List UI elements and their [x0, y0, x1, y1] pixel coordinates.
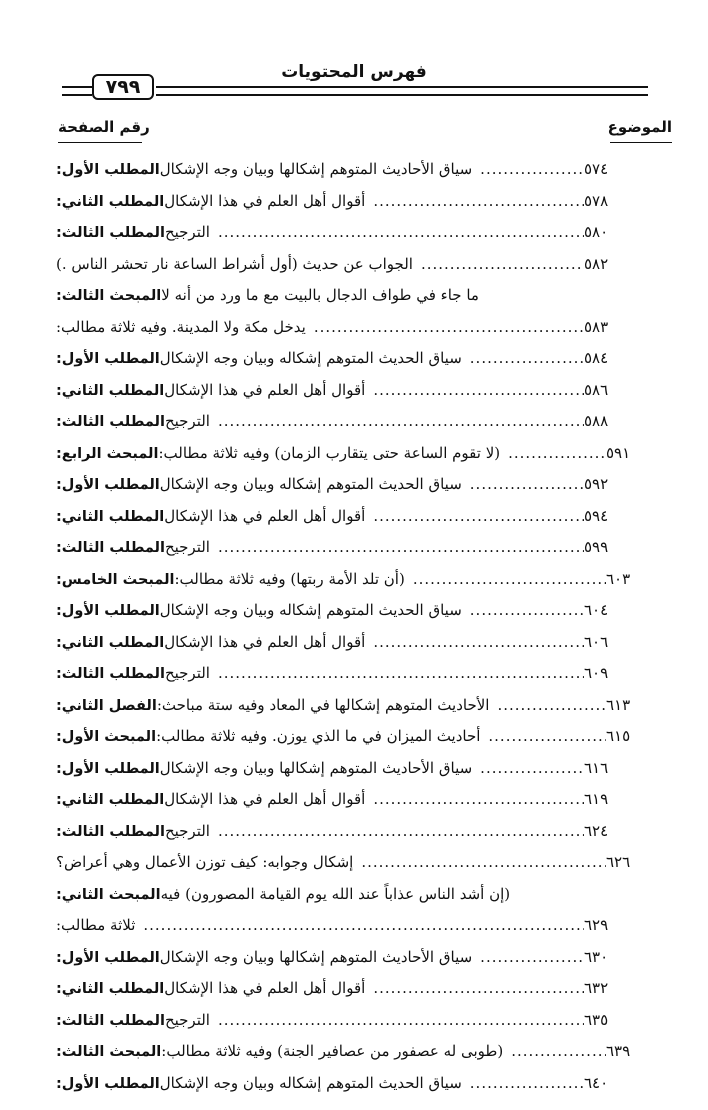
header-rule-right: [156, 86, 648, 96]
toc-entry-title: سياق الأحاديث المتوهم إشكالها وبيان وجه الإشكال: [159, 947, 473, 966]
dot-leader: [466, 1068, 584, 1100]
toc-entry-title: أقوال أهل العلم في هذا الإشكال: [164, 380, 366, 399]
toc-entry-label: المطلب الثالث:: [56, 666, 165, 682]
toc-entry: [56, 847, 652, 879]
page-title: فهرس المحتويات: [281, 62, 427, 82]
dot-leader: [369, 784, 584, 816]
dot-leader: [139, 910, 584, 942]
toc-entry-label: المطلب الأول:: [56, 949, 160, 966]
toc-entry: [56, 627, 652, 659]
header-rule-left: [62, 86, 92, 96]
dot-leader: [476, 753, 584, 785]
toc-entry-title: أحاديث الميزان في ما الذي يوزن. وفيه ثلاثة مطالب:: [156, 727, 481, 745]
toc-entry-title: الجواب عن حديث (أول أشراط الساعة نار تحشر الناس .): [56, 254, 413, 273]
toc-entry: [56, 280, 652, 312]
dot-leader: [504, 438, 606, 470]
toc-entry: [56, 721, 652, 753]
dot-leader: [369, 375, 584, 407]
toc-entry-page-number: ٦١٩: [584, 790, 609, 808]
toc-entry-title: أقوال أهل العلم في هذا الإشكال: [164, 191, 366, 210]
toc-entry: [56, 186, 652, 218]
toc-entry-label: المطلب الثالث:: [56, 823, 165, 840]
dot-leader: [310, 312, 584, 344]
toc-entry: [56, 753, 652, 785]
dot-leader: [476, 942, 584, 974]
topic-column-header: الموضوع: [607, 118, 672, 136]
toc-entry-label: المطلب الثالث:: [56, 540, 165, 556]
toc-entry: [56, 973, 652, 1005]
toc-entry-title: (طوبى له عصفور من عصافير الجنة) وفيه ثلاثة مطالب:: [161, 1042, 504, 1060]
toc-entry-label: المطلب الثاني:: [56, 981, 165, 997]
toc-entry-label: المطلب الأول:: [56, 477, 160, 493]
dot-leader: [214, 658, 584, 690]
toc-entry: [56, 690, 652, 722]
toc-entry-page-number: ٦١٦: [584, 758, 609, 777]
dot-leader: [369, 973, 584, 1005]
toc-entry-page-number: ٦٠٩: [584, 664, 609, 682]
toc-entry-label: الفصل الثاني:: [56, 697, 157, 714]
toc-entry-page-number: ٦٤٠: [584, 1073, 609, 1092]
toc-entry-title: سياق الحديث المتوهم إشكاله وبيان وجه الإشكال: [159, 475, 462, 493]
dot-leader: [507, 1036, 606, 1068]
toc-entry: [56, 406, 652, 438]
dot-leader: [357, 847, 606, 879]
toc-entry-title: أقوال أهل العلم في هذا الإشكال: [164, 979, 366, 997]
toc-entry-title: إشكال وجوابه: كيف توزن الأعمال وهي أعراض؟: [56, 853, 354, 871]
toc-entry-page-number: ٦٢٩: [584, 916, 609, 934]
toc-entry-label: المطلب الثاني:: [56, 508, 165, 525]
toc-entry-title: (أن تلد الأمة ربتها) وفيه ثلاثة مطالب:: [174, 569, 405, 588]
toc-entry-page-number: ٦٣٢: [584, 979, 609, 997]
toc-entry-page-number: ٦٠٣: [606, 569, 631, 588]
toc-entry-label: المطلب الثاني:: [56, 792, 165, 808]
toc-entry: [56, 438, 652, 470]
toc-entry: [56, 658, 652, 690]
toc-entry-page-number: ٥٨٨: [584, 412, 609, 430]
toc-entry-label: المبحث الخامس:: [56, 571, 175, 588]
toc-entry-page-number: ٦٣٠: [584, 947, 609, 966]
toc-entry-label: المطلب الثاني:: [56, 193, 165, 210]
toc-entry: [56, 217, 652, 249]
toc-entry: [56, 375, 652, 407]
dot-leader: [409, 564, 606, 596]
toc-entry-page-number: ٥٩٢: [584, 475, 609, 493]
toc-entry-title: (إن أشد الناس عذاباً عند الله يوم القيامة المصورون) فيه: [160, 884, 511, 903]
page-column-underline: [58, 142, 142, 143]
dot-leader: [369, 627, 584, 659]
toc-entry-page-number: ٥٧٨: [584, 191, 609, 210]
dot-leader: [214, 406, 584, 438]
toc-entry-page-number: ٥٨٠: [584, 223, 609, 241]
toc-entry: [56, 312, 652, 344]
toc-entry: [56, 1005, 652, 1037]
dot-leader: [484, 721, 606, 753]
toc-entry: [56, 1068, 652, 1100]
toc-entry-label: المطلب الثالث:: [56, 1012, 165, 1029]
toc-entry-title: أقوال أهل العلم في هذا الإشكال: [164, 790, 366, 808]
toc-entry: [56, 564, 652, 596]
toc-entry-page-number: ٦٢٦: [606, 853, 631, 871]
toc-entry-title: سياق الحديث المتوهم إشكاله وبيان وجه الإشكال: [159, 1073, 462, 1092]
toc-entry: [56, 469, 652, 501]
toc-entry-page-number: ٥٨٤: [584, 349, 609, 367]
toc-entry-label: المطلب الثالث:: [56, 414, 165, 430]
toc-entry-title: ما جاء في طواف الدجال بالبيت مع ما ورد من أنه لا: [161, 286, 479, 304]
toc-entry-label: المطلب الثالث:: [56, 225, 165, 241]
dot-leader: [214, 532, 584, 564]
table-of-contents: [56, 154, 652, 1099]
toc-entry-page-number: ٦٣٥: [584, 1010, 609, 1029]
toc-entry-title: أقوال أهل العلم في هذا الإشكال: [164, 506, 366, 525]
toc-entry-label: المطلب الأول:: [56, 351, 160, 367]
toc-entry-page-number: ٥٨٦: [584, 380, 609, 399]
toc-entry-label: المطلب الأول:: [56, 162, 160, 178]
dot-leader: [493, 690, 606, 722]
toc-entry-title: سياق الحديث المتوهم إشكاله وبيان وجه الإشكال: [159, 601, 462, 619]
toc-entry-label: المبحث الرابع:: [56, 445, 159, 462]
toc-entry-title: الترجيح: [164, 821, 210, 840]
toc-entry-page-number: ٥٩٤: [584, 506, 609, 525]
toc-entry-title: سياق الحديث المتوهم إشكاله وبيان وجه الإشكال: [159, 349, 462, 367]
toc-entry: [56, 532, 652, 564]
page-number: ٧٩٩: [92, 74, 154, 100]
toc-entry: [56, 249, 652, 281]
page-column-header: رقم الصفحة: [58, 118, 150, 136]
dot-leader: [369, 501, 584, 533]
toc-entry-title: يدخل مكة ولا المدينة. وفيه ثلاثة مطالب:: [56, 317, 306, 336]
dot-leader: [369, 186, 584, 218]
toc-entry-page-number: ٥٩٩: [584, 538, 609, 556]
toc-entry: [56, 879, 652, 911]
toc-entry-label: المبحث الأول:: [56, 729, 157, 745]
toc-entry-title: ثلاثة مطالب:: [56, 916, 136, 934]
toc-entry-page-number: ٥٨٢: [584, 254, 609, 273]
toc-entry-label: المطلب الثاني:: [56, 382, 165, 399]
toc-entry-page-number: ٦٠٦: [584, 632, 609, 651]
toc-entry-page-number: ٦١٥: [606, 727, 631, 745]
toc-entry: [56, 942, 652, 974]
dot-leader: [214, 217, 584, 249]
toc-entry-title: الترجيح: [164, 538, 210, 556]
toc-entry: [56, 501, 652, 533]
toc-entry: [56, 595, 652, 627]
toc-entry-page-number: ٦٢٤: [584, 821, 609, 840]
toc-entry: [56, 154, 652, 186]
toc-entry: [56, 816, 652, 848]
toc-entry-label: المطلب الثاني:: [56, 634, 165, 651]
toc-entry-label: المبحث الثالث:: [56, 288, 162, 304]
toc-entry-title: الترجيح: [164, 412, 210, 430]
toc-entry-page-number: ٦٠٤: [584, 601, 609, 619]
toc-entry: [56, 1036, 652, 1068]
toc-entry-label: المبحث الثاني:: [56, 886, 161, 903]
toc-entry-title: الترجيح: [164, 223, 210, 241]
toc-entry-label: المبحث الثالث:: [56, 1044, 162, 1060]
toc-entry-page-number: ٦٣٩: [606, 1042, 631, 1060]
dot-leader: [466, 469, 584, 501]
toc-entry-page-number: ٦١٣: [606, 695, 631, 714]
toc-entry: [56, 343, 652, 375]
toc-entry-title: سياق الأحاديث المتوهم إشكالها وبيان وجه الإشكال: [159, 758, 473, 777]
dot-leader: [476, 154, 584, 186]
toc-entry: [56, 784, 652, 816]
topic-column-underline: [610, 142, 672, 143]
toc-entry-page-number: ٥٧٤: [584, 160, 609, 178]
toc-entry-page-number: ٥٨٣: [584, 317, 609, 336]
toc-entry-title: سياق الأحاديث المتوهم إشكالها وبيان وجه الإشكال: [159, 160, 473, 178]
toc-entry-title: (لا تقوم الساعة حتى يتقارب الزمان) وفيه ثلاثة مطالب:: [158, 443, 501, 462]
dot-leader: [417, 249, 584, 281]
dot-leader: [466, 343, 584, 375]
dot-leader: [214, 1005, 584, 1037]
toc-entry-page-number: ٥٩١: [606, 443, 631, 462]
toc-entry-title: الترجيح: [164, 664, 210, 682]
toc-entry: [56, 910, 652, 942]
toc-entry-label: المطلب الأول:: [56, 760, 160, 777]
toc-entry-label: المطلب الأول:: [56, 1075, 160, 1092]
dot-leader: [214, 816, 584, 848]
toc-entry-title: أقوال أهل العلم في هذا الإشكال: [164, 632, 366, 651]
dot-leader: [466, 595, 584, 627]
toc-entry-title: الأحاديث المتوهم إشكالها في المعاد وفيه ستة مباحث:: [156, 695, 490, 714]
toc-entry-title: الترجيح: [164, 1010, 210, 1029]
toc-entry-label: المطلب الأول:: [56, 603, 160, 619]
